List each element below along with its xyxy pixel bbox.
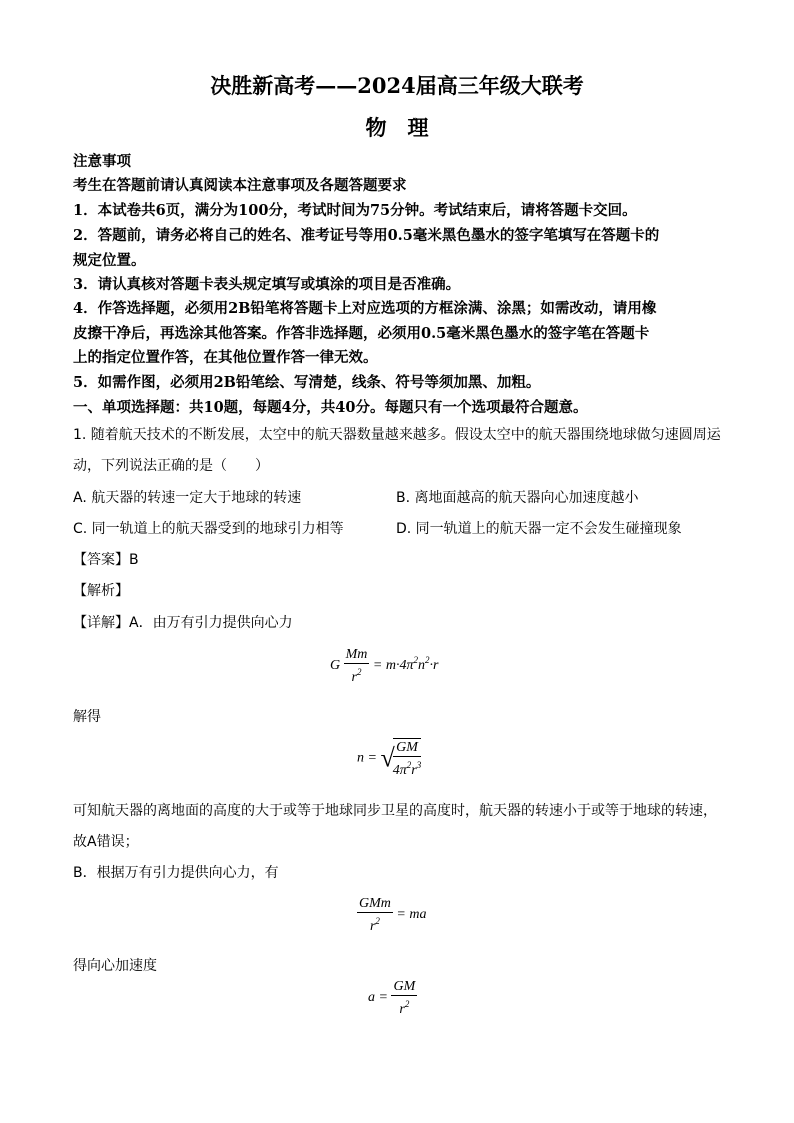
detail-b: B．根据万有引力提供向心力，有	[73, 865, 279, 881]
formula-centripetal-force	[330, 646, 438, 686]
formula-2-lhs: n =	[357, 750, 377, 766]
solve-label: 解得	[73, 709, 101, 725]
answer-line: 【答案】B	[73, 552, 139, 568]
formula-1-den-base: r	[351, 670, 357, 685]
formula-2-denominator	[393, 757, 421, 779]
analysis-label: 【解析】	[73, 583, 129, 599]
notice-intro: 考生在答题前请认真阅读本注意事项及各题答题要求	[73, 177, 407, 194]
notice-item-4: 4．作答选择题，必须用2B铅笔将答题卡上对应选项的方框涂满、涂黑；如需改动，请用橡	[73, 300, 657, 317]
formula-centripetal-accel-eq	[357, 895, 426, 935]
conclusion-line-2: 故A错误；	[73, 834, 139, 850]
exam-title: 决胜新高考——2024届高三年级大联考	[210, 73, 584, 98]
formula-3-denominator	[357, 913, 393, 935]
question-stem-line-2: 动，下列说法正确的是（ ）	[73, 458, 269, 474]
formula-3-rhs: = ma	[396, 907, 427, 923]
formula-2-den-base: 4π	[392, 763, 407, 778]
formula-4-fraction	[391, 978, 417, 1018]
formula-1-rhs-exp-a: 2	[413, 655, 418, 666]
question-stem-line-1: 1. 随着航天技术的不断发展，太空中的航天器数量越来越多。假设太空中的航天器围绕地球做匀速圆周运	[73, 427, 721, 443]
formula-1-numerator: Mm	[345, 647, 368, 662]
formula-4-den-exp: 2	[404, 999, 410, 1009]
formula-3-den-exp: 2	[375, 916, 380, 926]
formula-1-denominator	[344, 664, 370, 686]
formula-1-lhs: G	[330, 658, 341, 674]
detail-a: 【详解】A．由万有引力提供向心力	[73, 615, 293, 631]
formula-1-den-exp: 2	[356, 667, 362, 677]
notice-item-4-cont-2: 上的指定位置作答，在其他位置作答一律无效。	[73, 349, 378, 366]
option-c: C. 同一轨道上的航天器受到的地球引力相等	[73, 521, 344, 537]
formula-1-fraction	[344, 646, 370, 686]
formula-4-lhs: a =	[368, 990, 388, 1006]
sqrt-icon: √	[380, 743, 395, 773]
notice-item-1: 1．本试卷共6页，满分为100分，考试时间为75分钟。考试结束后，请将答题卡交回。	[73, 202, 637, 219]
formula-3-den-base: r	[369, 919, 376, 934]
notice-item-5: 5．如需作图，必须用2B铅笔绘、写清楚，线条、符号等须加黑、加粗。	[73, 374, 541, 391]
notice-item-3: 3．请认真核对答题卡表头规定填写或填涂的项目是否准确。	[73, 276, 461, 293]
formula-2-den-exp-a: 2	[406, 760, 412, 770]
formula-3-numerator: GMm	[359, 896, 391, 911]
formula-2-den-r: r	[411, 763, 417, 778]
formula-3-fraction	[357, 895, 393, 935]
formula-rotation-speed	[357, 738, 421, 779]
formula-1-rhs-n: n	[417, 658, 425, 674]
accel-label: 得向心加速度	[73, 958, 157, 974]
formula-1-rhs-end: ·r	[429, 658, 439, 674]
formula-4-numerator: GM	[393, 979, 416, 994]
formula-4-den-base: r	[399, 1002, 405, 1017]
notice-heading: 注意事项	[73, 153, 131, 170]
formula-4-denominator	[391, 996, 417, 1018]
conclusion-line-1: 可知航天器的离地面的高度的大于或等于地球同步卫星的高度时，航天器的转速小于或等于地球的转速，	[73, 803, 717, 819]
formula-1-rhs-exp-b: 2	[424, 655, 430, 666]
notice-item-2: 2．答题前，请务必将自己的姓名、准考证号等用0.5毫米黑色墨水的签字笔填写在答题卡的	[73, 227, 660, 244]
formula-1-rhs: = m·4π	[372, 658, 414, 674]
notice-item-2-cont: 规定位置。	[73, 252, 146, 269]
notice-item-4-cont-1: 皮擦干净后，再选涂其他答案。作答非选择题，必须用0.5毫米黑色墨水的签字笔在答题卡	[73, 325, 650, 342]
section-heading: 一、单项选择题：共10题，每题4分，共40分。每题只有一个选项最符合题意。	[73, 399, 588, 416]
formula-accel-result	[368, 978, 417, 1018]
formula-2-numerator: GM	[393, 739, 421, 757]
subject-title: 物 理	[365, 115, 429, 140]
formula-2-den-exp-b: 3	[416, 760, 422, 770]
option-a: A. 航天器的转速一定大于地球的转速	[73, 490, 302, 506]
option-d: D. 同一轨道上的航天器一定不会发生碰撞现象	[396, 521, 682, 537]
option-b: B. 离地面越高的航天器向心加速度越小	[396, 490, 639, 506]
formula-2-fraction	[393, 738, 421, 779]
